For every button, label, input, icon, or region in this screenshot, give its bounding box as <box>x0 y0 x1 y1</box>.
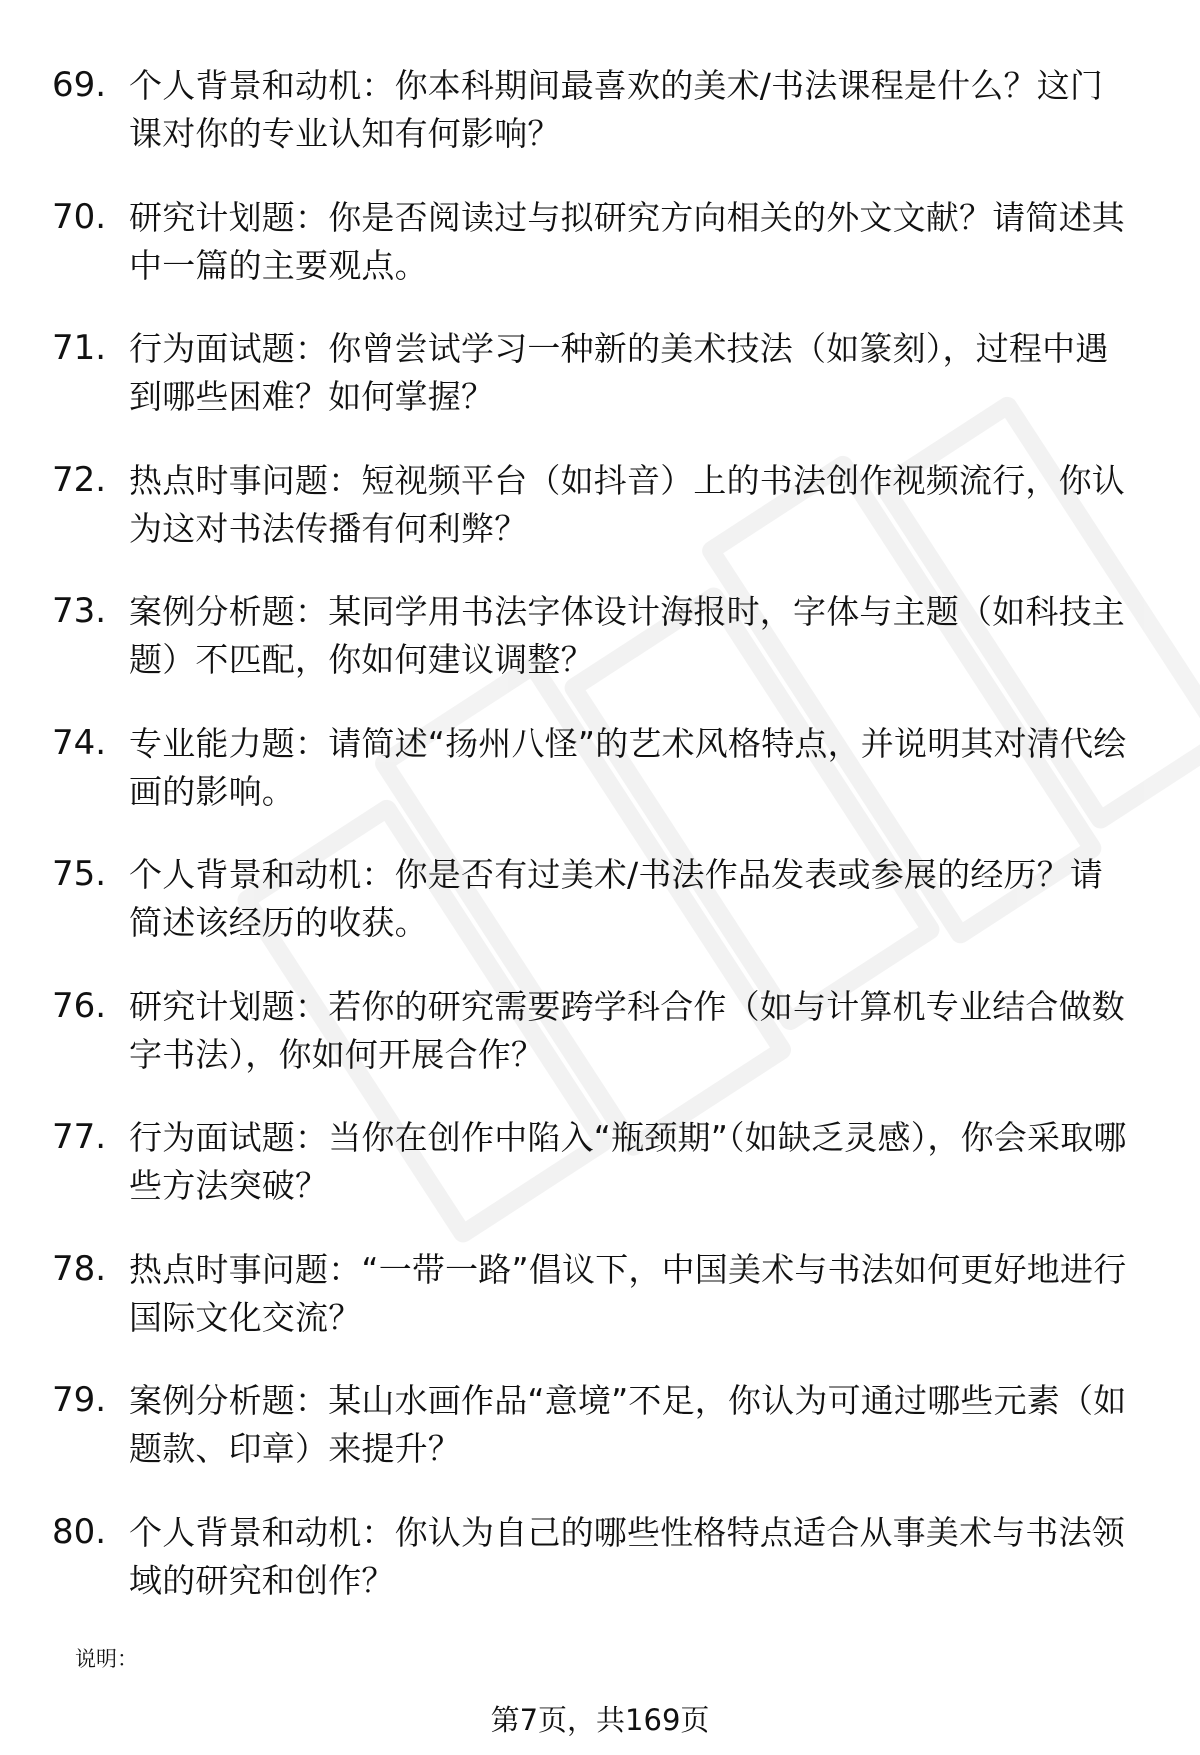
question-item <box>52 325 1162 457</box>
question-number: 70. <box>52 196 107 237</box>
question-item <box>52 1377 1162 1509</box>
question-list <box>52 62 1162 1640</box>
question-number: 73. <box>52 591 107 631</box>
question-text: 个人背景和动机：你认为自己的哪些性格特点适合从事美术与书法领域的研究和创作？ <box>129 1512 1125 1600</box>
note-label: 说明： <box>75 1647 138 1671</box>
question-text: 研究计划题：你是否阅读过与拟研究方向相关的外文文献？请简述其中一篇的主要观点。 <box>129 197 1125 285</box>
question-text: 热点时事问题：短视频平台（如抖音）上的书法创作视频流行，你认为这对书法传播有何利弊？ <box>129 460 1125 548</box>
question-item <box>52 588 1162 720</box>
question-number: 79. <box>52 1380 107 1420</box>
question-text: 热点时事问题：“一带一路”倡议下，中国美术与书法如何更好地进行国际文化交流？ <box>129 1249 1127 1337</box>
question-text: 案例分析题：某同学用书法字体设计海报时，字体与主题（如科技主题）不匹配，你如何建议调整？ <box>129 592 1125 679</box>
question-item <box>52 194 1162 326</box>
question-item <box>52 983 1162 1115</box>
question-text: 行为面试题：当你在创作中陷入“瓶颈期”（如缺乏灵感），你会采取哪些方法突破？ <box>129 1118 1127 1205</box>
question-item <box>52 720 1162 852</box>
question-number: 76. <box>52 985 107 1026</box>
question-text: 个人背景和动机：你本科期间最喜欢的美术/书法课程是什么？这门课对你的专业认知有何影响？ <box>129 66 1104 153</box>
question-text: 案例分析题：某山水画作品“意境”不足，你认为可通过哪些元素（如题款、印章）来提升？ <box>129 1381 1127 1468</box>
page-number-footer: 第7页，共169页 <box>490 1703 710 1737</box>
question-number: 77. <box>52 1117 107 1157</box>
question-number: 75. <box>52 854 107 894</box>
question-text: 个人背景和动机：你是否有过美术/书法作品发表或参展的经历？请简述该经历的收获。 <box>129 855 1104 942</box>
question-item <box>52 1114 1162 1246</box>
question-text: 研究计划题：若你的研究需要跨学科合作（如与计算机专业结合做数字书法），你如何开展合作？ <box>129 986 1125 1074</box>
question-number: 74. <box>52 722 107 763</box>
question-number: 69. <box>52 65 107 105</box>
question-item <box>52 457 1162 589</box>
question-number: 80. <box>52 1511 107 1552</box>
question-item <box>52 1246 1162 1378</box>
question-item <box>52 851 1162 983</box>
question-item <box>52 62 1162 194</box>
question-number: 78. <box>52 1248 107 1289</box>
question-number: 72. <box>52 459 107 500</box>
question-number: 71. <box>52 328 107 368</box>
question-item <box>52 1509 1162 1641</box>
question-text: 专业能力题：请简述“扬州八怪”的艺术风格特点，并说明其对清代绘画的影响。 <box>129 723 1127 811</box>
question-text: 行为面试题：你曾尝试学习一种新的美术技法（如篆刻），过程中遇到哪些困难？如何掌握？ <box>129 329 1109 416</box>
